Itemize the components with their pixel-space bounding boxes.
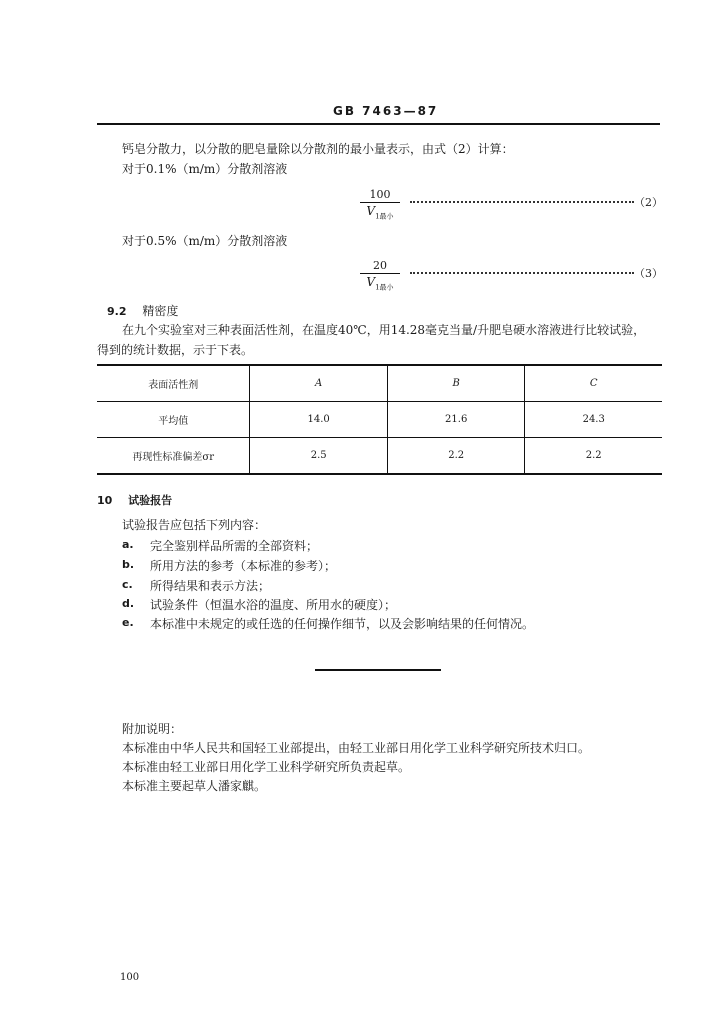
formula-3-denominator [360,275,400,292]
list-item [122,537,319,553]
list-item-letter: c. [122,578,133,591]
formula-3-den-sub: 1最小 [375,283,394,292]
page-number: 100 [120,972,140,983]
table-header-cell: A [250,365,388,402]
section-9-2-title: 精密度 [142,304,179,318]
notes-line: 本标准由中华人民共和国轻工业部提出，由轻工业部日用化学工业科学研究所技术归口。 [122,741,591,755]
list-item-text: 完全鉴别样品所需的全部资料； [150,539,319,553]
section-9-2-body-1: 在九个实验室对三种表面活性剂，在温度40℃，用14.28毫克当量/升肥皂硬水溶液进行比较试验， [122,323,646,337]
table-header-cell: C [525,365,662,402]
end-of-standard-rule [315,669,441,671]
list-item [122,557,337,573]
list-item [122,596,397,612]
list-item-text: 所得结果和表示方法； [150,579,271,593]
table-header-cell: 表面活性剂 [97,365,250,402]
section-10-lead: 试验报告应包括下列内容： [122,518,267,532]
formula-2-den-sub: 1最小 [375,212,394,221]
table-row [97,438,662,475]
formula-2-fraction-bar [360,202,400,203]
table-cell: 再现性标准偏差σr [97,438,250,475]
formula-2-leader-dots [410,201,634,203]
table-cell: 14.0 [250,402,388,438]
header-standard-code: GB 7463—87 [333,104,439,118]
precision-table [97,364,662,475]
formula-3-fraction [360,259,400,292]
list-item [122,577,271,593]
table-cell: 24.3 [525,402,662,438]
formula-3-numerator: 20 [373,259,387,272]
formula-2-fraction [360,188,400,221]
section-9-2-body-2: 得到的统计数据，示于下表。 [97,343,254,357]
notes-line: 本标准由轻工业部日用化学工业科学研究所负责起草。 [122,760,411,774]
formula-3-number: （3） [634,267,663,280]
table-cell: 2.2 [387,438,525,475]
table-cell: 2.2 [525,438,662,475]
formula-3-leader-dots [410,272,634,274]
section-9-2-number: 9.2 [107,305,127,318]
formula-2-denominator [360,204,400,221]
list-item-text: 所用方法的参考（本标准的参考）； [150,559,337,573]
intro-line-1: 钙皂分散力，以分散的肥皂量除以分散剂的最小量表示，由式（2）计算： [122,142,514,156]
formula-2-numerator: 100 [369,188,391,201]
notes-line: 本标准主要起草人潘家麒。 [122,779,267,793]
line-0-5-percent: 对于0.5%（m/m）分散剂溶液 [122,234,288,248]
formula-2-number: （2） [634,196,663,209]
list-item-letter: e. [122,616,134,629]
formula-3-fraction-bar [360,273,400,274]
formula-3-den-var: V [366,275,376,289]
section-10-number: 10 [97,494,113,507]
table-header-cell: B [387,365,525,402]
table-row [97,402,662,438]
notes-title: 附加说明： [122,722,183,736]
list-item-letter: d. [122,597,135,610]
list-item-text: 试验条件（恒温水浴的温度、所用水的硬度）； [150,598,397,612]
list-item-letter: a. [122,538,134,551]
section-10-heading [97,492,172,508]
table-cell: 21.6 [387,402,525,438]
list-item-text: 本标准中未规定的或任选的任何操作细节，以及会影响结果的任何情况。 [150,617,535,631]
list-item [122,615,535,631]
formula-2-den-var: V [366,204,376,218]
table-header-row [97,365,662,402]
table-cell: 平均值 [97,402,250,438]
intro-line-2: 对于0.1%（m/m）分散剂溶液 [122,162,288,176]
table-cell: 2.5 [250,438,388,475]
section-10-title: 试验报告 [128,494,173,507]
list-item-letter: b. [122,558,135,571]
header-rule [97,123,660,125]
section-9-2-heading [107,302,178,319]
